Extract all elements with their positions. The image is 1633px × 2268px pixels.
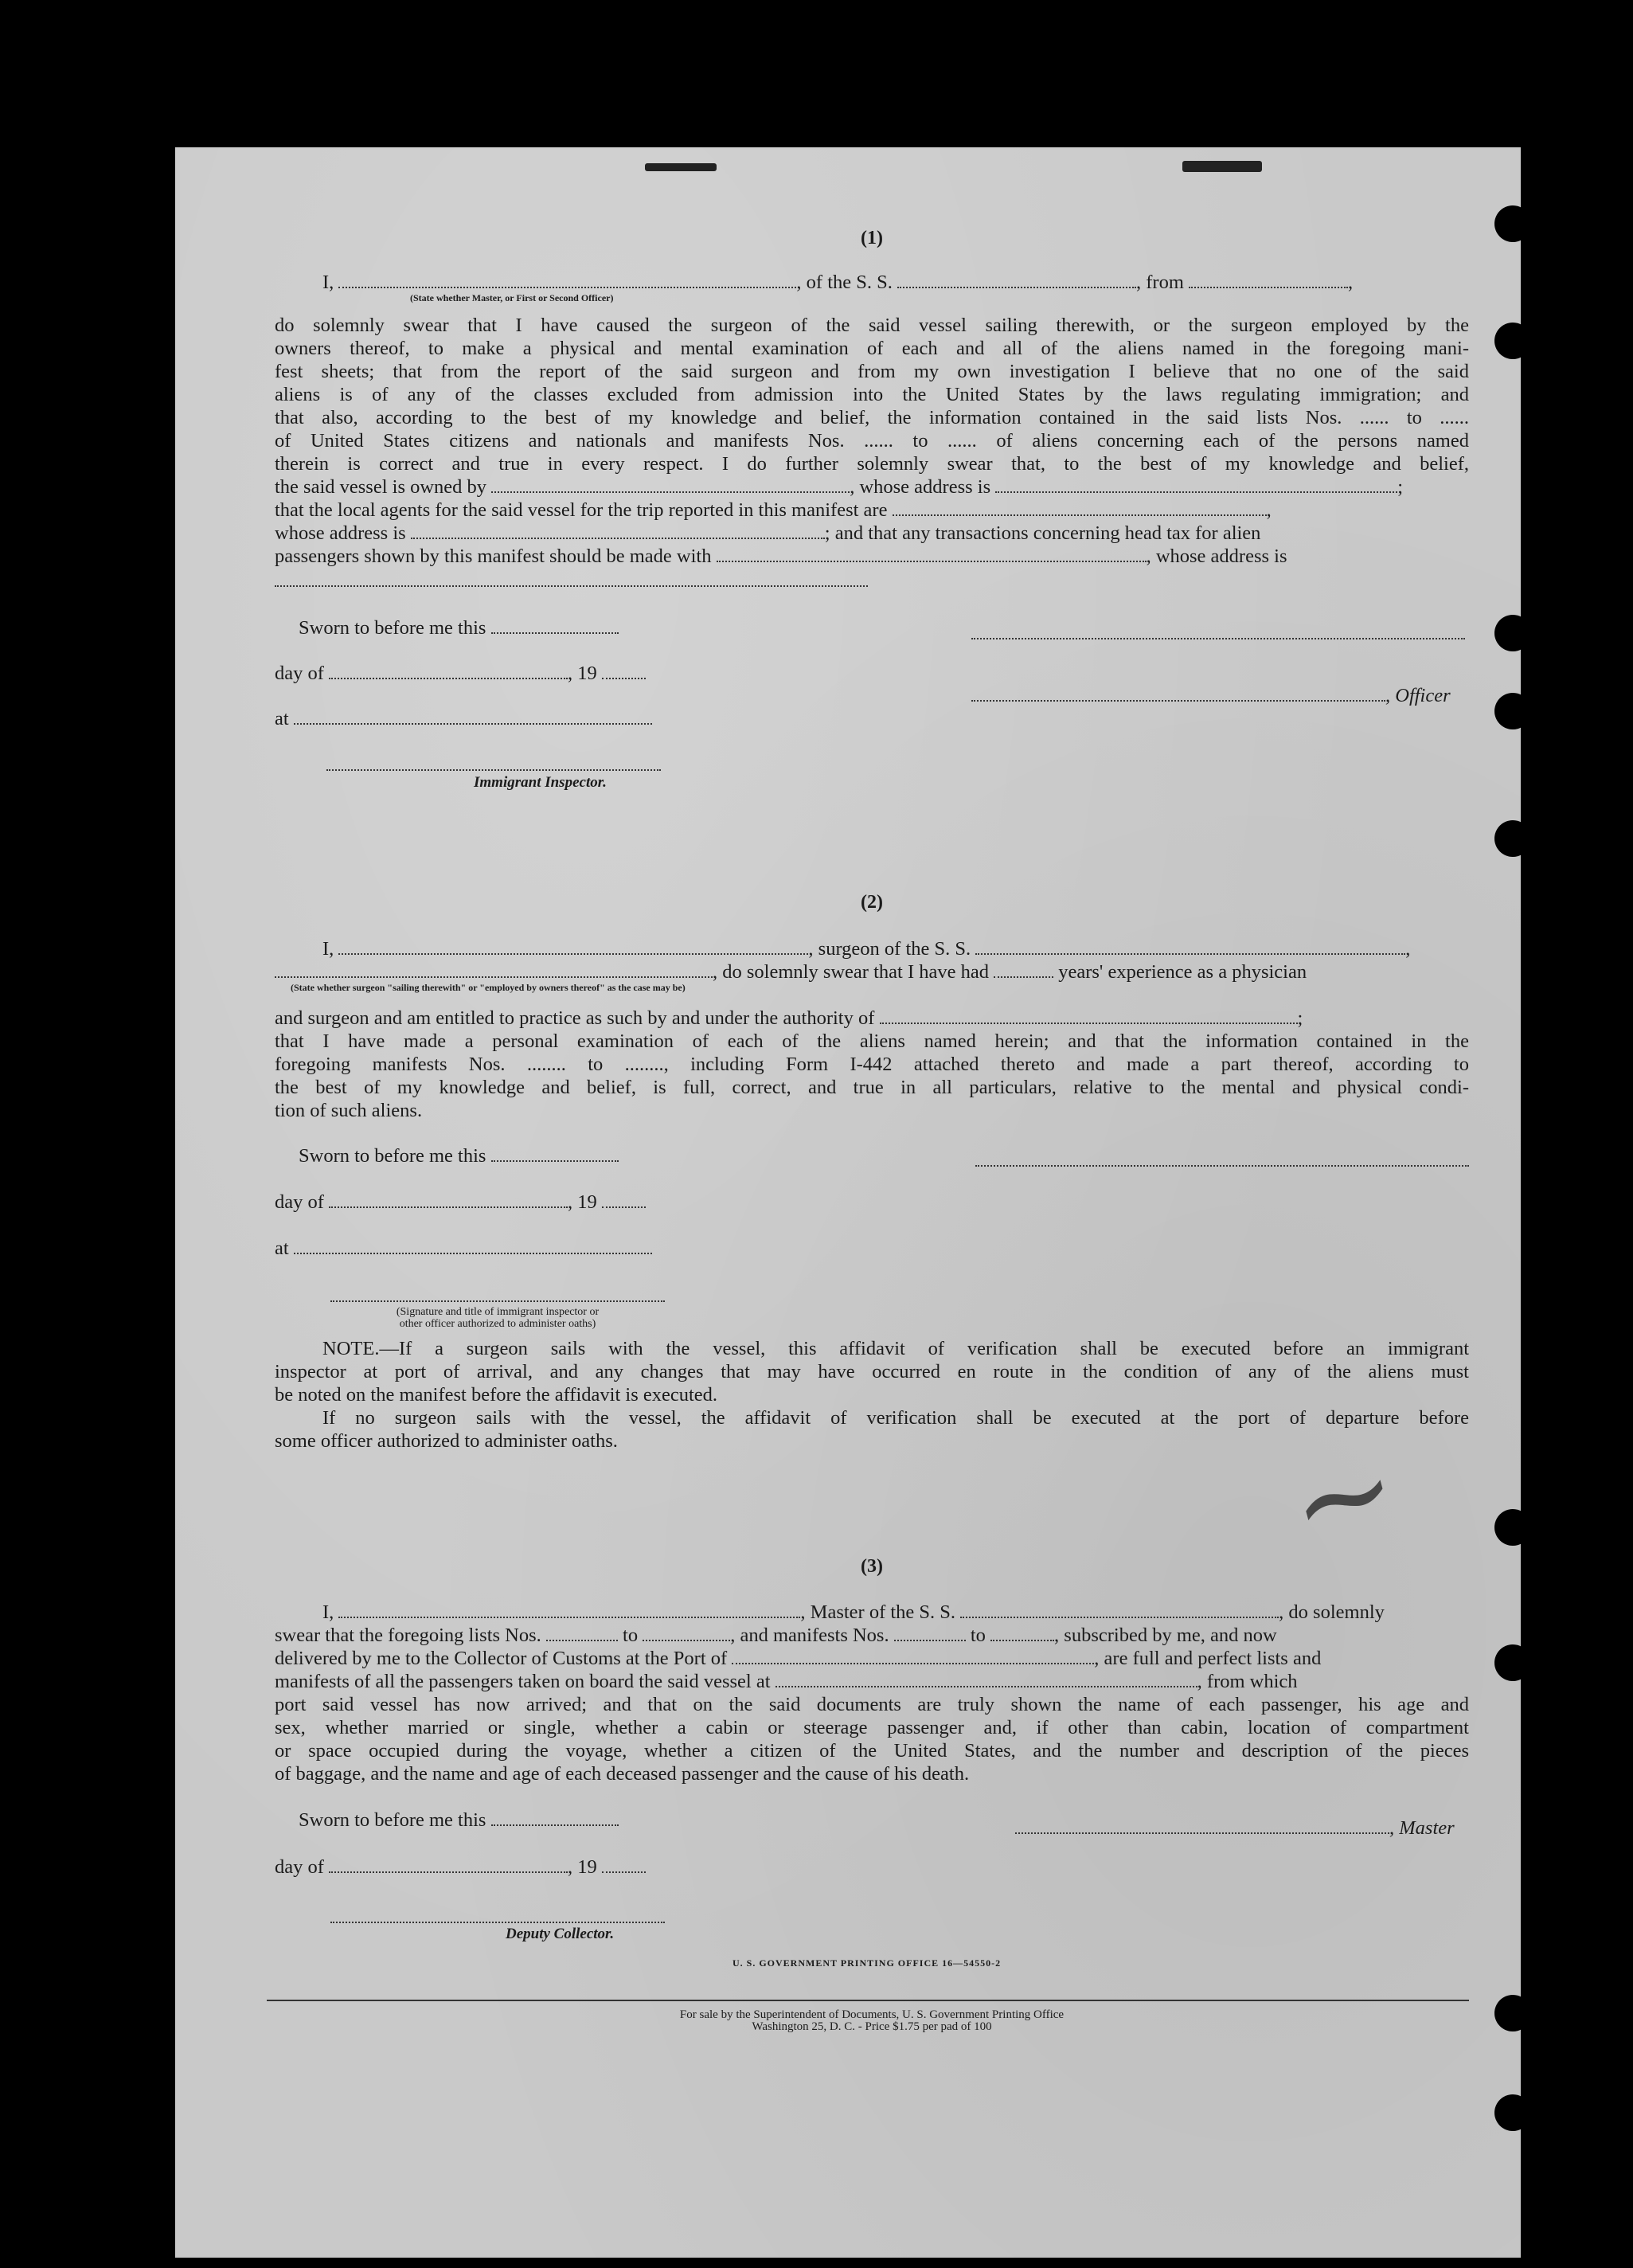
- place-field-2[interactable]: [294, 1252, 652, 1254]
- administering-officer-signature-field[interactable]: [330, 1300, 665, 1302]
- year-field[interactable]: [602, 677, 646, 679]
- section-2-line-2: , do solemnly swear that I have had years' experience as a physician: [275, 960, 1469, 983]
- section-2-number: (2): [861, 892, 883, 913]
- section-3-body-line: of baggage, and the name and age of each deceased passenger and the cause of his death.: [275, 1763, 970, 1785]
- agents-address-field[interactable]: [411, 537, 825, 539]
- day-line-2: day of , 19: [275, 1191, 1469, 1214]
- of-the-ss-label: , of the S. S.: [796, 272, 893, 293]
- day-field[interactable]: [329, 677, 568, 679]
- place-field[interactable]: [294, 722, 652, 725]
- inspector-signature-field[interactable]: [326, 768, 661, 771]
- at-line: at: [275, 707, 1469, 730]
- signature-caption: (Signature and title of immigrant inspector or other officer authorized to administer oaths): [396, 1306, 600, 1330]
- sworn-line: Sworn to before me this: [275, 616, 1469, 639]
- year-field-3[interactable]: [602, 1871, 646, 1873]
- surgeon-status-field[interactable]: [275, 976, 713, 978]
- deputy-collector-signature-field[interactable]: [330, 1921, 665, 1923]
- section-3-body-line: or space occupied during the voyage, whether a citizen of the United States, and the number and description of the pieces: [275, 1740, 1469, 1762]
- punch-hole: [1494, 323, 1531, 359]
- printing-office-line: U. S. GOVERNMENT PRINTING OFFICE 16—54550-2: [733, 1957, 1002, 1969]
- section-3-line-4: manifests of all the passengers taken on board the said vessel at , from which: [275, 1671, 1298, 1692]
- section-1-body-line: aliens is of any of the classes excluded from admission into the United States by the laws regulating immigration; and: [275, 384, 1469, 405]
- day-field-2[interactable]: [329, 1206, 568, 1208]
- owner-address-field[interactable]: [995, 491, 1397, 493]
- head-tax-address-field[interactable]: [275, 585, 868, 587]
- punch-hole: [1494, 693, 1531, 729]
- punch-hole: [1494, 205, 1531, 242]
- lists-from-field[interactable]: [546, 1639, 618, 1641]
- master-name-field[interactable]: [338, 1616, 800, 1618]
- departure-port-field[interactable]: [1189, 286, 1348, 288]
- embarkation-port-field[interactable]: [775, 1685, 1197, 1687]
- note-line: be noted on the manifest before the affidavit is executed.: [275, 1384, 718, 1406]
- section-2-body-line: foregoing manifests Nos. ........ to ........, including Form I-442 attached thereto and made a part thereof, according to: [275, 1054, 1469, 1075]
- section-2-body-line: that I have made a personal examination of each of the aliens named herein; and that the information contained in the: [275, 1030, 1469, 1052]
- section-3-line-1: I, , Master of the S. S. , do solemnly: [322, 1601, 1385, 1623]
- section-1-body-line: of United States citizens and nationals and manifests Nos. ...... to ...... of aliens concerning each of the persons named: [275, 430, 1469, 452]
- surgeon-signature-field[interactable]: [975, 1164, 1469, 1167]
- head-tax-contact-field[interactable]: [717, 560, 1147, 562]
- master-signature-field[interactable]: [1015, 1832, 1389, 1834]
- day-line: day of , 19: [275, 662, 1469, 685]
- sworn-date-field[interactable]: [491, 632, 619, 634]
- rank-caption: (State whether Master, or First or Second Officer): [410, 292, 614, 303]
- authority-line: and surgeon and am entitled to practice as such by and under the authority of ;: [275, 1007, 1303, 1029]
- surgeon-status-caption: (State whether surgeon "sailing therewith" or "employed by owners thereof" as the case may be): [291, 982, 686, 993]
- section-2-line-1: I, , surgeon of the S. S. ,: [322, 938, 1411, 960]
- authority-field[interactable]: [880, 1022, 1298, 1024]
- officer-title-field[interactable]: [971, 699, 1385, 702]
- rank-field[interactable]: [338, 286, 796, 288]
- footer-divider: [267, 2000, 1469, 2001]
- year-field-2[interactable]: [602, 1206, 646, 1208]
- section-1-body-line: do solemnly swear that I have caused the surgeon of the said vessel sailing therewith, or the surgeon employed by the: [275, 315, 1469, 336]
- officer-line: , Officer: [971, 684, 1473, 707]
- staple-mark: [1182, 161, 1262, 172]
- section-3-body-line: sex, whether married or single, whether a cabin or steerage passenger and, if other than cabin, location of compartment: [275, 1717, 1469, 1738]
- note-line: inspector at port of arrival, and any changes that may have occurred en route in the condition of any of the aliens must: [275, 1361, 1469, 1382]
- note-line: some officer authorized to administer oaths.: [275, 1430, 618, 1452]
- years-experience-field[interactable]: [994, 976, 1053, 978]
- day-field-3[interactable]: [329, 1871, 568, 1873]
- day-line-3: day of , 19: [275, 1855, 1469, 1879]
- manifests-from-field[interactable]: [894, 1639, 966, 1641]
- surgeon-name-field[interactable]: [338, 952, 808, 955]
- section-3-body-line: port said vessel has now arrived; and that on the said documents are truly shown the name of each passenger, his age and: [275, 1694, 1469, 1715]
- punch-hole: [1494, 2094, 1531, 2131]
- inspector-caption: Immigrant Inspector.: [474, 774, 607, 791]
- punch-hole: [1494, 1995, 1531, 2031]
- head-tax-line: passengers shown by this manifest should be made with , whose address is: [275, 545, 1287, 567]
- sworn-line-3: Sworn to before me this: [275, 1809, 1469, 1832]
- pronoun-i: I,: [322, 272, 334, 293]
- agents-address-line: whose address is ; and that any transactions concerning head tax for alien: [275, 522, 1261, 544]
- port-field[interactable]: [732, 1662, 1094, 1664]
- sworn-date-field-3[interactable]: [491, 1824, 619, 1826]
- sworn-date-field-2[interactable]: [491, 1159, 619, 1162]
- from-label: , from: [1136, 272, 1184, 293]
- note-line: If no surgeon sails with the vessel, the affidavit of verification shall be executed at the port of departure before: [322, 1407, 1469, 1429]
- section-3-line-3: delivered by me to the Collector of Customs at the Port of , are full and perfect lists and: [275, 1648, 1322, 1669]
- vessel-name-field[interactable]: [897, 286, 1136, 288]
- section-1-body-line: that also, according to the best of my knowledge and belief, the information contained in the said lists Nos. ...... to ......: [275, 407, 1469, 428]
- footer-line: For sale by the Superintendent of Documents, U. S. Government Printing Office: [679, 2008, 1065, 2021]
- owner-line: the said vessel is owned by , whose address is ;: [275, 476, 1404, 498]
- section-1-body-line: therein is correct and true in every respect. I do further solemnly swear that, to the best of my knowledge and belief,: [275, 453, 1469, 475]
- lists-to-field[interactable]: [643, 1639, 730, 1641]
- punch-hole: [1494, 1509, 1531, 1546]
- officer-signature-field[interactable]: [971, 637, 1465, 639]
- section-1-number: (1): [861, 228, 883, 248]
- footer-line: Washington 25, D. C. - Price $1.75 per pad of 100: [752, 2020, 992, 2033]
- punch-hole: [1494, 820, 1531, 857]
- section-3-line-2: swear that the foregoing lists Nos. to , and manifests Nos. to , subscribed by me, and now: [275, 1625, 1277, 1646]
- handwritten-mark: ~: [1272, 1410, 1414, 1582]
- section-1-line-1: I, , of the S. S. , from ,: [322, 272, 1354, 293]
- manifests-to-field[interactable]: [990, 1639, 1054, 1641]
- sworn-line-2: Sworn to before me this: [275, 1144, 1469, 1167]
- punch-hole: [1494, 615, 1531, 651]
- agents-field[interactable]: [893, 514, 1267, 516]
- punch-hole: [1494, 1644, 1531, 1681]
- agents-line: that the local agents for the said vessel for the trip reported in this manifest are ,: [275, 499, 1272, 521]
- vessel-name-field-2[interactable]: [975, 952, 1405, 955]
- vessel-name-field-3[interactable]: [960, 1616, 1279, 1618]
- section-1-body-line: owners thereof, to make a physical and mental examination of each and all of the aliens named in the foregoing mani-: [275, 338, 1469, 359]
- section-1-body-line: fest sheets; that from the report of the said surgeon and from my own investigation I believe that no one of the said: [275, 361, 1469, 382]
- section-3-number: (3): [861, 1556, 883, 1577]
- master-signature-line: , Master: [1015, 1816, 1477, 1840]
- section-2-body-line: tion of such aliens.: [275, 1100, 423, 1121]
- owner-field[interactable]: [491, 491, 850, 493]
- section-2-body-line: the best of my knowledge and belief, is full, correct, and true in all particulars, relative to the mental and physical condi-: [275, 1077, 1469, 1098]
- at-line-2: at: [275, 1237, 1469, 1260]
- staple-mark: [645, 163, 717, 171]
- note-line: NOTE.—If a surgeon sails with the vessel, this affidavit of verification shall be executed before an immigrant: [322, 1338, 1469, 1359]
- deputy-collector-caption: Deputy Collector.: [506, 1926, 615, 1942]
